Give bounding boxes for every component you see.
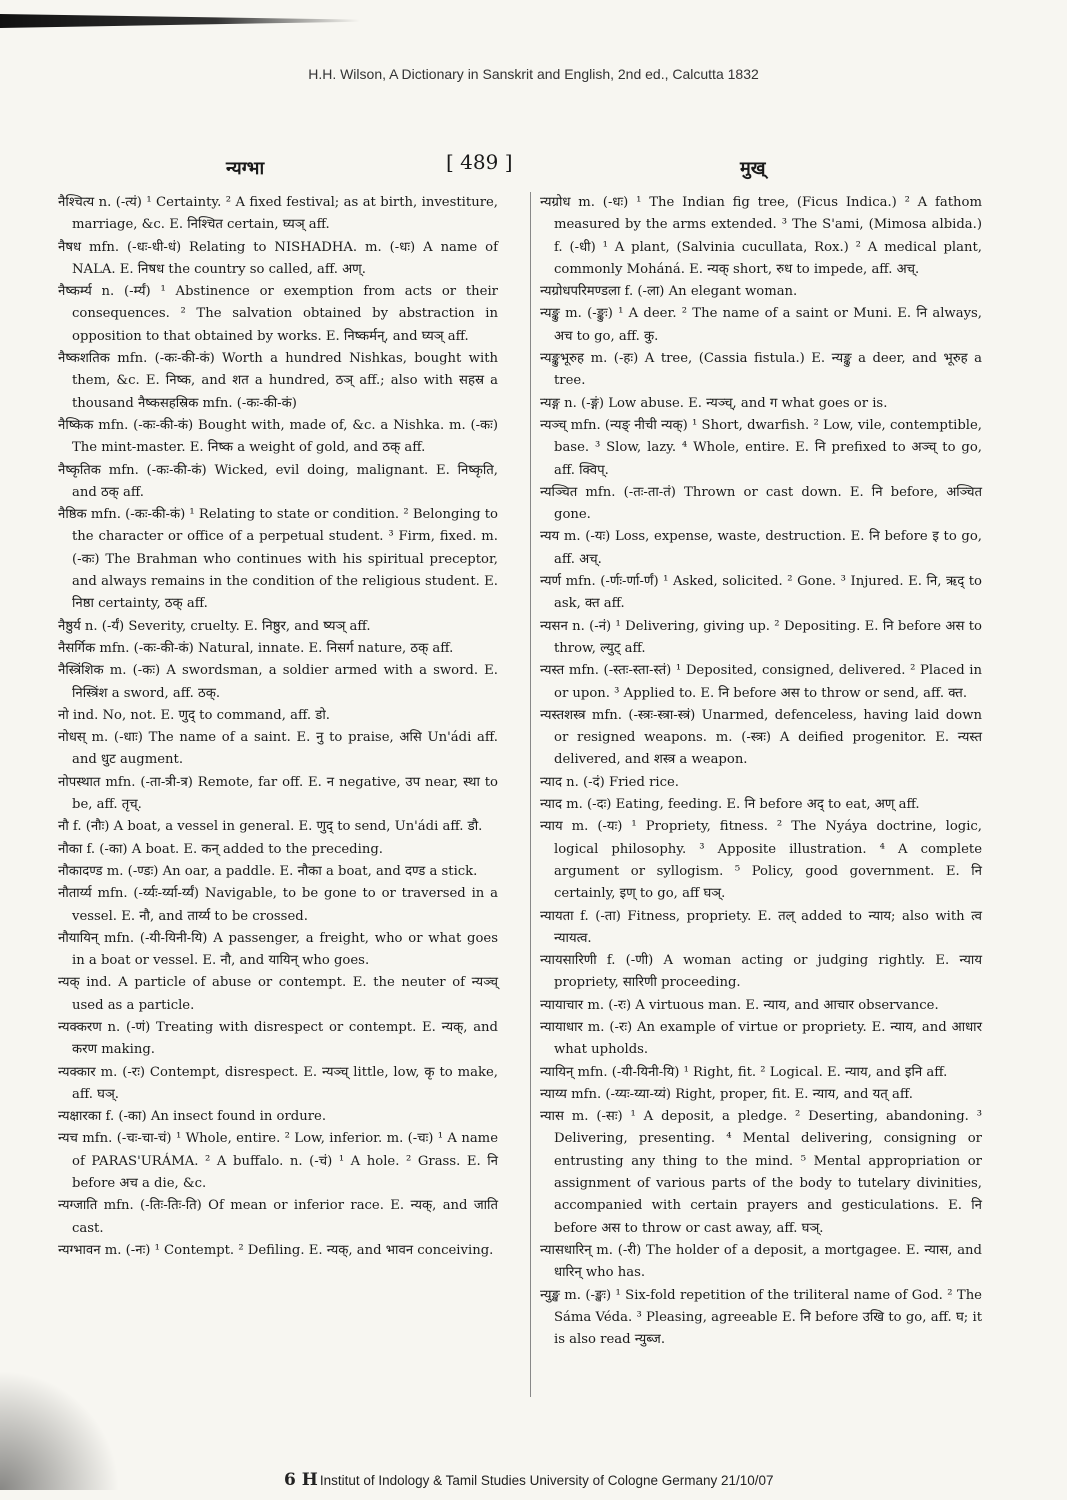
dictionary-entry: न्यङ्कु m. (-ङ्कुः) ¹ A deer. ² The name of a saint or Muni. E. नि always, अच to go, aff. कु.: [540, 306, 982, 344]
dictionary-entry: नैश्चित्य n. (-त्यं) ¹ Certainty. ² A fixed festival; as at birth, investiture, marriage, &c. E. निश्चित certain, घ्यञ् aff.: [58, 195, 498, 233]
dictionary-entry: न्यक् ind. A particle of abuse or contempt. E. the neuter of न्यञ्च् used as a particle.: [58, 975, 498, 1013]
footer-text: Institut of Indology & Tamil Studies University of Cologne Germany 21/10/07: [319, 1473, 774, 1488]
dictionary-entry: न्यञ्चित mfn. (-तः-ता-तं) Thrown or cast down. E. नि before, अञ्चित gone.: [540, 484, 982, 523]
signature-mark: 6 H: [284, 1470, 318, 1490]
dictionary-entry: न्याद n. (-दं) Fried rice.: [540, 774, 679, 790]
dictionary-entry: नैष्कशतिक mfn. (-कः-की-कं) Worth a hundred Nishkas, bought with them, &c. E. निष्क, and शत a hundred, ठञ् aff.; also with सहस्र a thousand नैष्कसहस्रिक mfn. (-कः-की-कं): [58, 351, 498, 411]
running-head-left-word: न्यग्भा: [226, 158, 265, 179]
dictionary-entry: न्यङ्कुभूरुह m. (-हः) A tree, (Cassia fistula.) E. न्यङ्कु a deer, and भूरुह a tree.: [540, 351, 982, 389]
dictionary-entry: न्याद m. (-दः) Eating, feeding. E. नि before अद् to eat, अण् aff.: [540, 797, 920, 813]
dictionary-entry: न्यायिन् mfn. (-यी-यिनी-यि) ¹ Right, fit. ² Logical. E. न्याय, and इनि aff.: [540, 1064, 948, 1080]
right-column: [540, 192, 982, 1351]
dictionary-entry: न्यक्करण n. (-णं) Treating with disrespect or contempt. E. न्यक्, and करण making.: [58, 1019, 498, 1058]
dictionary-entry: न्यायाधार m. (-रः) An example of virtue or propriety. E. न्याय, and आधार what upholds.: [540, 1019, 982, 1058]
dictionary-entry: न्यायसारिणी f. (-णी) A woman acting or judging rightly. E. न्याय propriety, सारिणी proceeding.: [540, 953, 982, 991]
dictionary-entry: न्यय m. (-यः) Loss, expense, waste, destruction. E. नि before इ to go, aff. अच्.: [540, 529, 982, 567]
dictionary-entry: नौतार्य्य mfn. (-र्य्यः-र्य्या-र्य्यं) Navigable, to be gone to or traversed in a vessel. E. नौ, and तार्य्य to be crossed.: [58, 886, 498, 924]
column-divider: [530, 192, 531, 1397]
dictionary-entry: नैस्त्रिंशिक m. (-कः) A swordsman, a soldier armed with a sword. E. निस्त्रिंश a sword, aff. ठक्.: [58, 663, 498, 701]
dictionary-entry: न्यास m. (-सः) ¹ A deposit, a pledge. ² Deserting, abandoning. ³ Delivering, presenting. ⁴ Mental delivering, consigning or entrusting any thing to the mind. ⁵ Mental appropriation or assignment of various parts of the body to tutelary divinities, accompanied with certain prayers and gesticulations. E. नि before अस to throw or cast away, aff. घञ्.: [540, 1109, 982, 1236]
dictionary-entry: नौ f. (नौः) A boat, a vessel in general. E. णुद् to send, Un'ádi aff. डौ.: [58, 819, 483, 835]
dictionary-entry: न्यक्षारका f. (-का) An insect found in ordure.: [58, 1109, 327, 1125]
dictionary-entry: न्यर्ण mfn. (-र्णः-र्णा-र्णं) ¹ Asked, solicited. ² Gone. ³ Injured. E. नि, ऋद् to ask, क्त aff.: [540, 574, 982, 612]
running-head: [0, 150, 1067, 180]
dictionary-entry: न्यग्भावन m. (-नः) ¹ Contempt. ² Defiling. E. न्यक्, and भावन conceiving.: [58, 1242, 494, 1258]
running-head-right-word: मुख्: [740, 158, 766, 179]
dictionary-entry: नैष्ठुर्य n. (-र्यं) Severity, cruelty. E. निष्ठुर, and ष्यञ् aff.: [58, 618, 371, 634]
dictionary-entry: न्यक्कार m. (-रः) Contempt, disrespect. E. न्यञ्च् little, low, कृ to make, aff. घञ्.: [58, 1064, 498, 1102]
dictionary-entry: नैषध mfn. (-धः-धी-धं) Relating to NISHADHA. m. (-धः) A name of NALA. E. निषध the country so called, aff. अण्.: [58, 239, 498, 277]
left-column: [58, 192, 498, 1262]
footer: [284, 1470, 774, 1490]
dictionary-entry: नैष्किक mfn. (-कः-की-कं) Bought with, made of, &c. a Nishka. m. (-कः) The mint-master. E. निष्क a weight of gold, and ठक् aff.: [58, 417, 498, 456]
dictionary-entry: न्याय m. (-यः) ¹ Propriety, fitness. ² The Nyáya doctrine, logic, logical philosophy. ³ Apposite illustration. ⁴ A complete argument or syllogism. ⁵ Policy, good government. E. नि certainly, इण् to go, aff घञ्.: [540, 819, 982, 902]
dictionary-entry: नो ind. No, not. E. णुद् to command, aff. डो.: [58, 707, 330, 723]
dictionary-entry: न्यञ्च् mfn. (न्यङ् नीची न्यक्) ¹ Short, dwarfish. ² Low, vile, contemptible, base. ³ Slow, lazy. ⁴ Whole, entire. E. नि prefixed to अञ्च् to go, aff. क्विप्.: [540, 417, 982, 478]
dictionary-entry: न्यायाचार m. (-रः) A virtuous man. E. न्याय, and आचार observance.: [540, 997, 939, 1013]
dictionary-entry: नौकादण्ड m. (-ण्डः) An oar, a paddle. E. नौका a boat, and दण्ड a stick.: [58, 863, 478, 879]
dictionary-entry: न्यग्रोध m. (-धः) ¹ The Indian fig tree, (Ficus Indica.) ² A fathom measured by the arms extended. ³ The S'ami, (Mimosa albida.) f. (-धी) ¹ A plant, (Salvinia cucullata, Rox.) ² A medical plant, commonly Moháná. E. न्यक् short, रुध to impede, aff. अच्.: [540, 195, 982, 277]
scan-edge-shadow-top: [0, 14, 360, 28]
dictionary-entry: न्यायता f. (-ता) Fitness, propriety. E. तल् added to न्याय; also with त्व न्यायत्व.: [540, 908, 982, 946]
dictionary-entry: नैष्कृतिक mfn. (-कः-की-कं) Wicked, evil doing, malignant. E. निष्कृति, and ठक् aff.: [58, 462, 498, 500]
dictionary-entry: न्युङ्ख m. (-ङ्खः) ¹ Six-fold repetition of the triliteral name of God. ² The Sáma Véda. ³ Pleasing, agreeable E. नि before उखि to go, aff. घ; it is also read न्युब्ज.: [540, 1287, 982, 1348]
scan-edge-shadow-bottom-left: [0, 1370, 120, 1490]
dictionary-entry: नोधस् m. (-धाः) The name of a saint. E. नु to praise, असि Un'ádi aff. and धुट augment.: [58, 730, 498, 768]
dictionary-entry: नैष्कर्म्य n. (-र्म्यं) ¹ Abstinence or exemption from acts or their consequences. ² The salvation obtained by abstraction in opposition to that obtained by works. E. निष्कर्मन्, and घ्यञ् aff.: [58, 284, 498, 344]
dictionary-entry: न्याय्य mfn. (-य्यः-य्या-य्यं) Right, proper, fit. E. न्याय, and यत् aff.: [540, 1086, 913, 1102]
dictionary-entry: नोपस्थात mfn. (-ता-त्री-त्र) Remote, far off. E. न negative, उप near, स्था to be, aff. तृच्.: [58, 774, 498, 813]
dictionary-entry: न्यस्तशस्त्र mfn. (-स्त्रः-स्त्रा-स्त्रं) Unarmed, defenceless, having laid down or resigned weapons. m. (-स्त्रः) A deified progenitor. E. न्यस्त delivered, and शस्त्र a weapon.: [540, 707, 982, 768]
dictionary-entry: न्यङ्ग n. (-ङ्गं) Low abuse. E. न्यञ्च्, and ग what goes or is.: [540, 395, 888, 411]
dictionary-entry: नैसर्गिक mfn. (-कः-की-कं) Natural, innate. E. निसर्ग nature, ठक् aff.: [58, 640, 454, 656]
dictionary-entry: नौयायिन् mfn. (-यी-यिनी-यि) A passenger, a freight, who or what goes in a boat or vessel. E. नौ, and यायिन् who goes.: [58, 930, 498, 969]
dictionary-entry: न्यसन n. (-नं) ¹ Delivering, giving up. ² Depositing. E. नि before अस to throw, ल्युट् aff.: [540, 618, 982, 656]
source-line: H.H. Wilson, A Dictionary in Sanskrit and English, 2nd ed., Calcutta 1832: [308, 66, 759, 82]
dictionary-entry: न्यासधारिन् m. (-री) The holder of a deposit, a mortgagee. E. न्यास, and धारिन् who has.: [540, 1242, 982, 1281]
dictionary-entry: न्यग्रोधपरिमण्डला f. (-ला) An elegant woman.: [540, 284, 798, 300]
dictionary-entry: नैष्ठिक mfn. (-कः-की-कं) ¹ Relating to state or condition. ² Belonging to the character or office of a perpetual student. ³ Firm, fixed. m. (-कः) The Brahman who continues with his spiritual preceptor, and always remains in the condition of the religious student. E. निष्ठा certainty, ठक् aff.: [58, 507, 498, 612]
page-number: [ 489 ]: [446, 150, 513, 174]
dictionary-entry: न्यच mfn. (-चः-चा-चं) ¹ Whole, entire. ² Low, inferior. m. (-चः) ¹ A name of PARAS'URÁMA. ² A buffalo. n. (-चं) ¹ A hole. ² Grass. E. नि before अच a die, &c.: [58, 1131, 498, 1192]
dictionary-entry: न्यग्जाति mfn. (-तिः-तिः-ति) Of mean or inferior race. E. न्यक्, and जाति cast.: [58, 1198, 498, 1236]
dictionary-entry: नौका f. (-का) A boat. E. कन् added to the preceding.: [58, 841, 383, 857]
dictionary-entry: न्यस्त mfn. (-स्तः-स्ता-स्तं) ¹ Deposited, consigned, delivered. ² Placed in or upon. ³ Applied to. E. नि before अस to throw or send, aff. क्त.: [540, 663, 982, 701]
